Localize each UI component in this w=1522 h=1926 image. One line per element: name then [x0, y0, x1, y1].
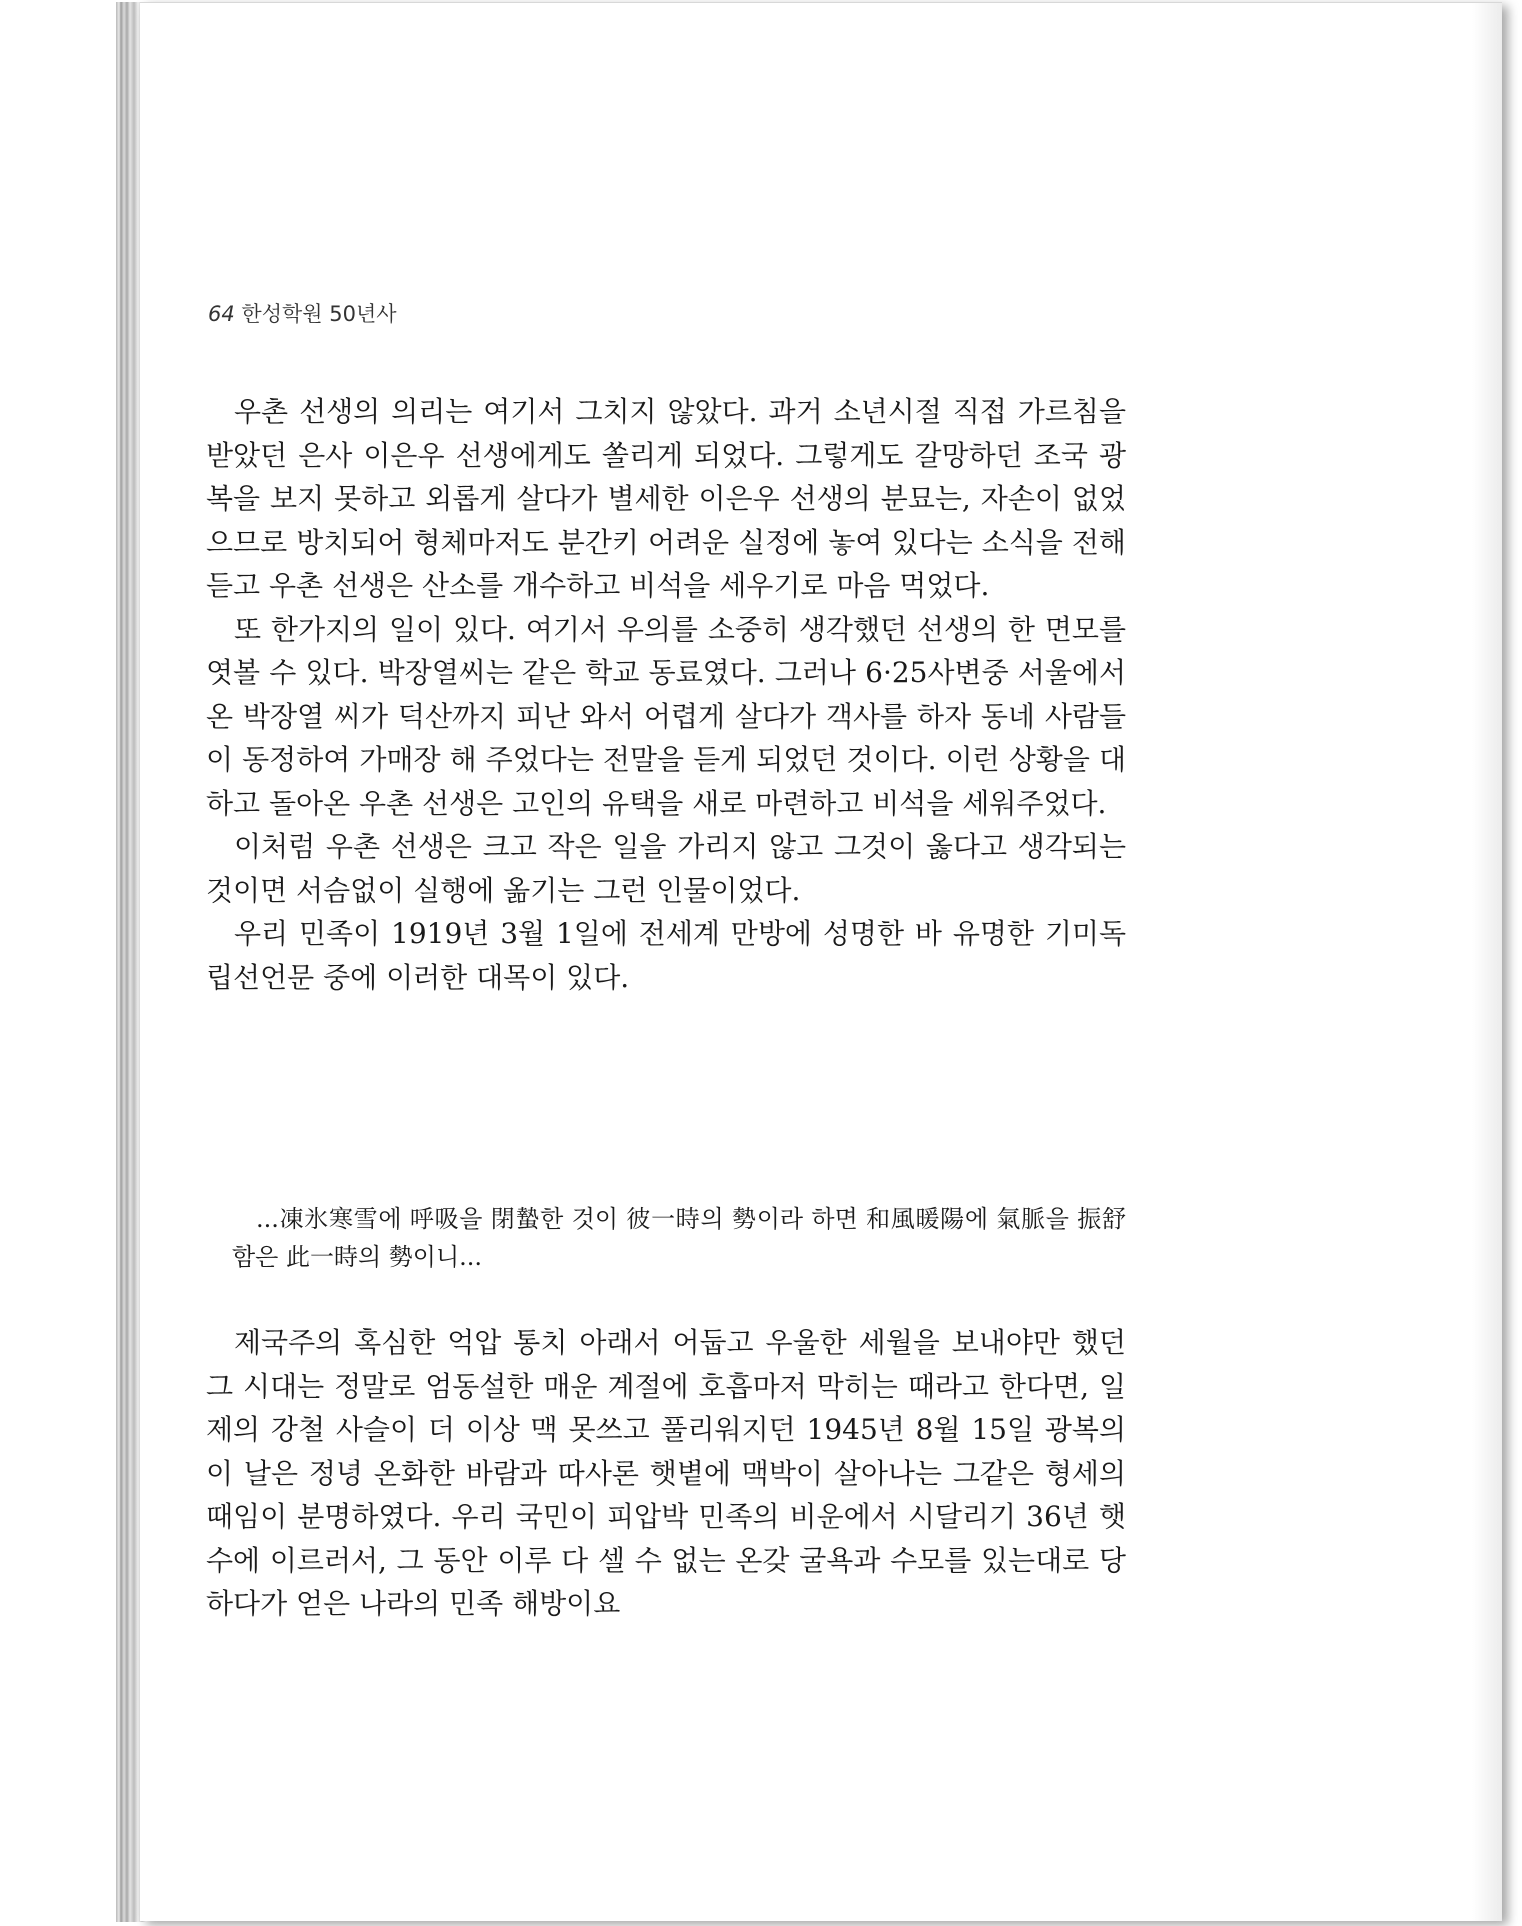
- running-header: [208, 298, 397, 328]
- body-text-after-quote: [206, 1321, 1126, 1626]
- body-text-before-quote: [206, 390, 1126, 999]
- page-shadow: [1472, 3, 1502, 1921]
- paragraph: 우촌 선생의 의리는 여기서 그치지 않았다. 과거 소년시절 직접 가르침을 받았던 은사 이은우 선생에게도 쏠리게 되었다. 그렇게도 갈망하던 조국 광복을 보지 못하고 외롭게 살다가 별세한 이은우 선생의 분묘는, 자손이 없었으므로 방치되어 형체마저도 분간키 어려운 실정에 놓여 있다는 소식을 전해 듣고 우촌 선생은 산소를 개수하고 비석을 세우기로 마음 먹었다.: [206, 395, 1126, 602]
- paragraph: 제국주의 혹심한 억압 통치 아래서 어둡고 우울한 세월을 보내야만 했던 그 시대는 정말로 엄동설한 매운 계절에 호흡마저 막히는 때라고 한다면, 일제의 강철 사슬이 더 이상 맥 못쓰고 풀리워지던 1945년 8월 15일 광복의 이 날은 정녕 온화한 바람과 따사론 햇볕에 맥박이 살아나는 그같은 형세의 때임이 분명하였다. 우리 국민이 피압박 민족의 비운에서 시달리기 36년 햇수에 이르러서, 그 동안 이루 다 셀 수 없는 온갖 굴욕과 수모를 있는대로 당하다가 얻은 나라의 민족 해방이요: [206, 1326, 1126, 1620]
- page-number: 64: [208, 302, 235, 326]
- paragraph: 이처럼 우촌 선생은 크고 작은 일을 가리지 않고 그것이 옳다고 생각되는 것이면 서슴없이 실행에 옮기는 그런 인물이었다.: [206, 830, 1126, 907]
- paragraph: 또 한가지의 일이 있다. 여기서 우의를 소중히 생각했던 선생의 한 면모를 엿볼 수 있다. 박장열씨는 같은 학교 동료였다. 그러나 6·25사변중 서울에서 온 박장열 씨가 덕산까지 피난 와서 어렵게 살다가 객사를 하자 동네 사람들이 동정하여 가매장 해 주었다는 전말을 듣게 되었던 것이다. 이런 상황을 대하고 돌아온 우촌 선생은 고인의 유택을 새로 마련하고 비석을 세워주었다.: [206, 612, 1126, 820]
- quote-text: ...凍氷寒雪에 呼吸을 閉蟄한 것이 彼一時의 勢이라 하면 和風暖陽에 氣脈을 振舒함은 此一時의 勢이니...: [232, 1205, 1126, 1271]
- paragraph: 우리 민족이 1919년 3월 1일에 전세계 만방에 성명한 바 유명한 기미독립선언문 중에 이러한 대목이 있다.: [206, 917, 1126, 994]
- book-title: 한성학원 50년사: [241, 302, 397, 326]
- block-quote: [232, 1200, 1126, 1276]
